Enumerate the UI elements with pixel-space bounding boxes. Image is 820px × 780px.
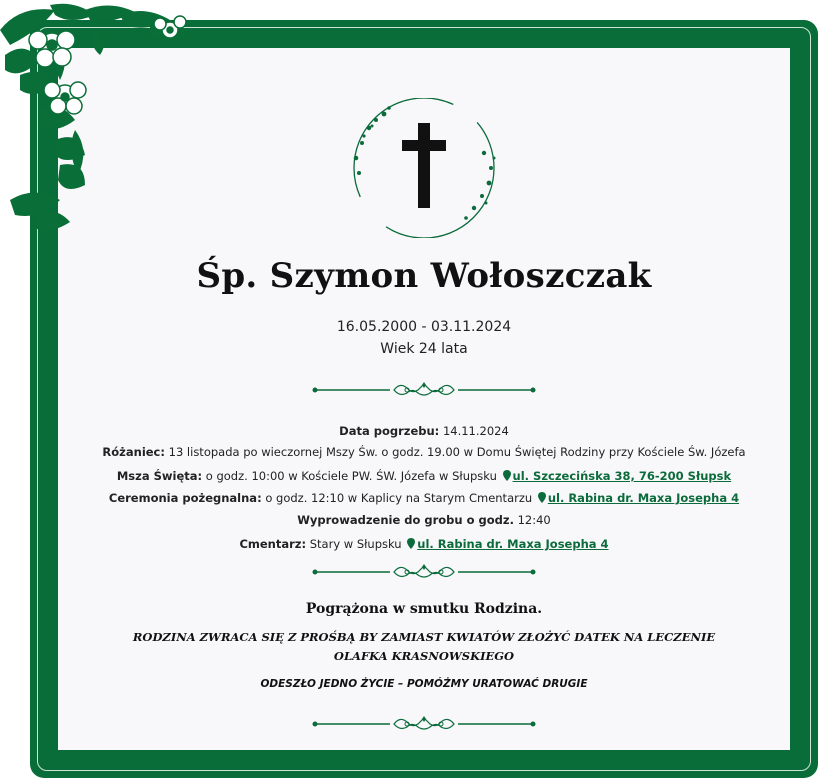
procession-value: 12:40 [517,513,551,527]
funeral-date-row [58,426,790,438]
funeral-date-label: Data pogrzebu: [339,424,440,438]
family-note: Pogrążona w smutku Rodzina. [305,601,543,617]
cemetery-value: Stary w Słupsku [309,537,402,551]
ornament-divider-icon [312,380,536,400]
ornament-divider-icon [312,714,536,734]
procession-row [58,515,790,527]
cemetery-address-link[interactable]: ul. Rabina dr. Maxa Josepha 4 [417,537,609,551]
mass-address-link[interactable]: ul. Szczecińska 38, 76-200 Słupsk [512,469,732,483]
ceremony-value: o godz. 12:10 w Kaplicy na Starym Cmentarzu [265,491,533,505]
rosary-label: Różaniec: [102,445,165,459]
cemetery-row [58,538,790,551]
procession-label: Wyprowadzenie do grobu o godz. [297,513,514,527]
donation-appeal-line2: OLAFKA KRASNOWSKIEGO [333,649,515,663]
mass-label: Msza Święta: [116,469,203,483]
map-pin-icon [503,470,511,481]
map-pin-icon [538,492,546,503]
rosary-value: 13 listopada po wieczornej Mszy Św. o godz. 19.00 w Domu Świętej Rodziny przy Kościele Św. Józefa [168,445,746,459]
ceremony-label: Ceremonia pożegnalna: [108,491,262,505]
deceased-name: Śp. Szymon Wołoszczak [196,256,652,296]
donation-appeal [58,628,790,666]
ceremony-row [58,492,790,505]
age: Wiek 24 lata [380,341,468,357]
map-pin-icon [407,538,415,549]
rosary-row [58,447,790,459]
ornament-divider-icon [312,562,536,582]
ceremony-address-link[interactable]: ul. Rabina dr. Maxa Josepha 4 [547,491,740,505]
slogan: ODESZŁO JEDNO ŻYCIE – POMÓŻMY URATOWAĆ DRUGIE [260,678,588,690]
life-dates: 16.05.2000 - 03.11.2024 [336,319,512,335]
floral-corner-icon [0,0,200,250]
mass-row [58,470,790,483]
donation-appeal-line1: RODZINA ZWRACA SIĘ Z PROŚBĄ BY ZAMIAST KWIATÓW ZŁOŻYĆ DATEK NA LECZENIE [132,630,716,644]
cross-icon [344,98,504,238]
mass-value: o godz. 10:00 w Kościele PW. ŚW. Józefa w Słupsku [205,469,497,483]
funeral-date-value: 14.11.2024 [442,424,509,438]
cemetery-label: Cmentarz: [239,537,307,551]
